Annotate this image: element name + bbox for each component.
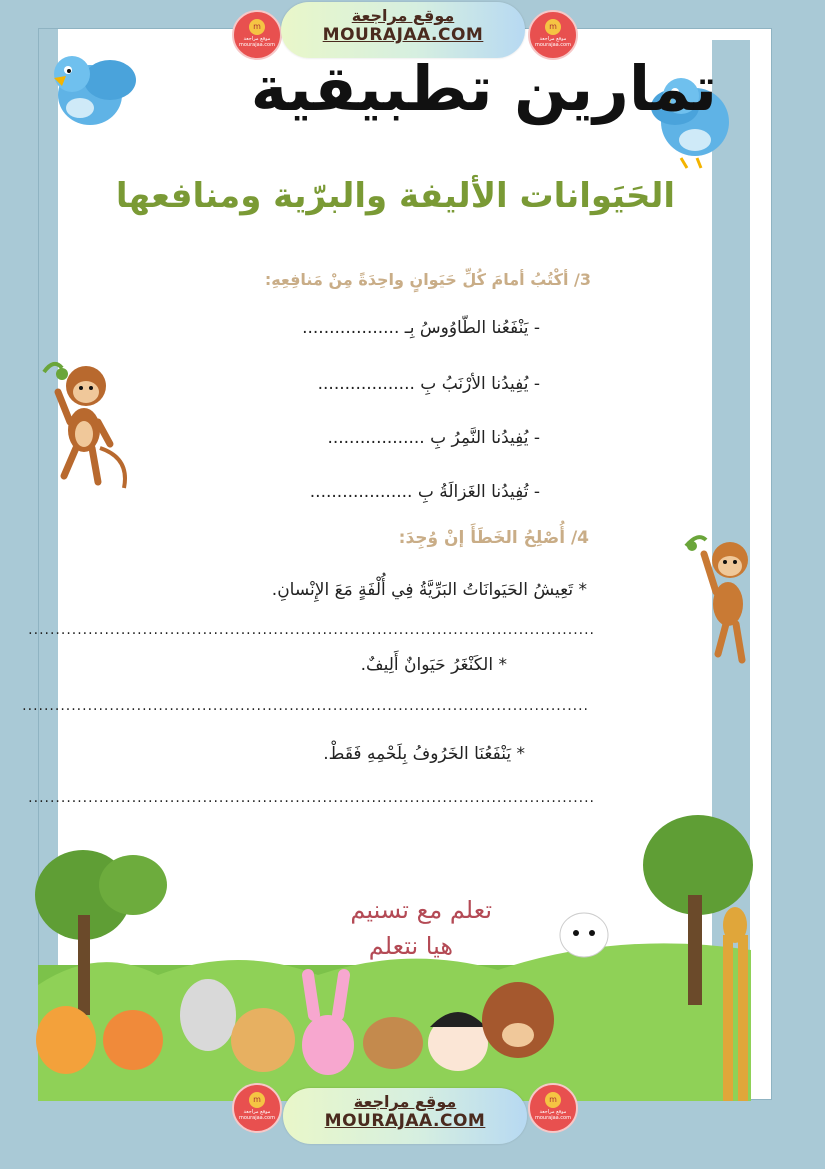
exercise-3-heading: 3/ أكْتُبُ أمامَ كُلِّ حَيَوانٍ واحِدَةً مِنْ مَنافِعِهِ: — [264, 270, 591, 289]
banner-url-link[interactable]: MOURAJAA.COM — [324, 1111, 486, 1131]
banner-arabic-link[interactable]: موقع مراجعة — [353, 1092, 457, 1111]
page-title: تمارين تطبيقية — [250, 52, 717, 125]
logo-text: موقع مراجعة mourajaa.com — [534, 36, 571, 48]
banner-url-link[interactable]: MOURAJAA.COM — [322, 25, 484, 45]
exercise-3-item[interactable]: - يَنْفَعُنا الطّاوُوسُ بِـ .................. — [302, 318, 540, 338]
exercise-3-item[interactable]: - تُفِيدُنا الغَزالَةُ بِ ................... — [309, 482, 540, 502]
logo-text: موقع مراجعة mourajaa.com — [238, 36, 275, 48]
logo-badge-icon: m — [249, 1092, 265, 1108]
exercise-4-statement: * يَنْفَعُنَا الخَرُوفُ بِلَحْمِهِ فَقَطْ. — [323, 744, 525, 764]
logo-text: موقع مراجعة mourajaa.com — [534, 1109, 571, 1121]
site-banner-bottom[interactable] — [283, 1088, 527, 1144]
logo-text: موقع مراجعة mourajaa.com — [238, 1109, 275, 1121]
logo-badge-icon: m — [249, 19, 265, 35]
answer-line[interactable]: ........................................................................................................ — [28, 790, 595, 806]
site-banner-top[interactable] — [281, 2, 525, 58]
monkey-right-icon — [682, 520, 762, 670]
logo-badge-icon: m — [545, 19, 561, 35]
site-logo-right-bottom[interactable] — [528, 1083, 578, 1133]
exercise-3-item[interactable]: - يُفِيدُنا الأرْنَبُ بِ .................. — [317, 374, 540, 394]
monkey-left-icon — [40, 352, 135, 502]
blue-bird-left-icon — [40, 40, 140, 135]
footer-line-2: هيا نتعلم — [368, 932, 453, 960]
banner-arabic-link[interactable]: موقع مراجعة — [351, 6, 455, 25]
answer-line[interactable]: ........................................................................................................ — [28, 622, 595, 638]
answer-line[interactable]: ........................................................................................................ — [22, 698, 589, 714]
site-logo-left-bottom[interactable] — [232, 1083, 282, 1133]
exercise-4-heading: 4/ أُصْلِحُ الخَطَأَ إنْ وُجِدَ: — [398, 528, 589, 548]
exercise-4-statement: * تَعِيشُ الحَيَوانَاتُ البَرِّيَّةُ فِي أُلْفَةٍ مَعَ الإِنْسانِ. — [271, 580, 587, 600]
footer-line-1: تعلم مع تسنيم — [350, 896, 492, 924]
page-subtitle: الحَيَوانات الأليفة والبرّية ومنافعها — [115, 176, 675, 216]
logo-badge-icon: m — [545, 1092, 561, 1108]
exercise-4-statement: * الكَنْغَرُ حَيَوانٌ أَلِيفٌ. — [360, 655, 507, 675]
exercise-3-item[interactable]: - يُفِيدُنا النَّمِرُ بِ .................. — [327, 428, 540, 448]
